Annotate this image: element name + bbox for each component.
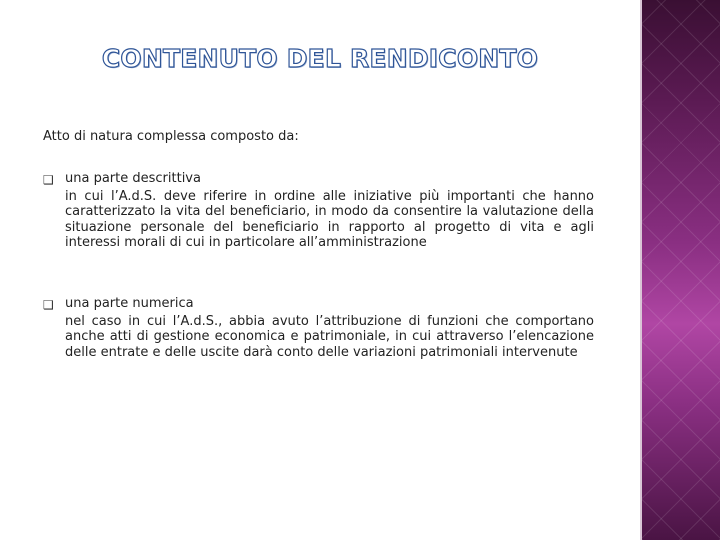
bullet-icon: ❑ (43, 173, 54, 187)
intro-text: Atto di natura complessa composto da: (43, 129, 299, 144)
item-heading: una parte numerica (65, 296, 194, 311)
list-item-descriptive (65, 171, 594, 251)
item-heading: una parte descrittiva (65, 171, 201, 186)
bullet-icon: ❑ (43, 298, 54, 312)
item-body: nel caso in cui l’A.d.S., abbia avuto l’attribuzione di funzioni che comportano anche atti di gestione economica e patrimoniale, in cui attraverso l’elencazione delle entrate e delle uscite darà conto delle variazioni patrimoniali intervenute (65, 313, 594, 360)
decorative-side-band (642, 0, 720, 540)
item-body: in cui l’A.d.S. deve riferire in ordine alle iniziative più importanti che hanno caratterizzato la vita del beneficiario, in modo da consentire la valutazione della situazione personale del beneficiario in rapporto al progetto di vita e agli interessi morali di cui in particolare all’amministrazione (65, 188, 594, 251)
slide-title: CONTENUTO DEL RENDICONTO (101, 44, 539, 73)
list-item-numeric (65, 296, 594, 360)
